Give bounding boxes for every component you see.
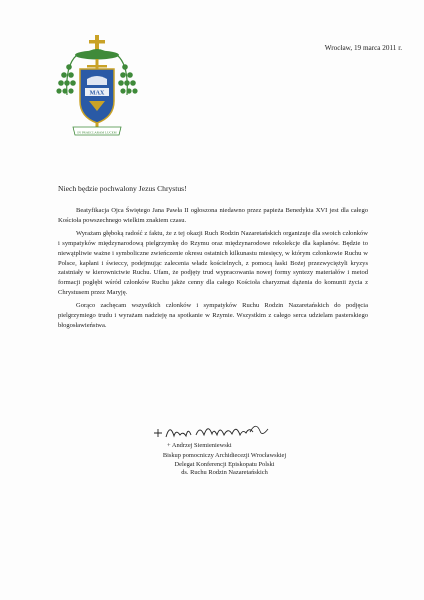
signer-title-1: Biskup pomocniczy Archidiecezji Wrocławskiej <box>162 452 287 459</box>
letter-date: Wrocław, 19 marca 2011 r. <box>324 44 402 52</box>
handwritten-signature <box>150 419 290 443</box>
signer-title-3: ds. Ruchu Rodzin Nazaretańskich <box>181 469 268 477</box>
signer-name: + Andrzej Siemieniewski <box>167 442 232 449</box>
svg-text:MAX: MAX <box>89 89 105 97</box>
paragraph-2: Wyrażam głęboką radość z faktu, że z tej okazji Ruch Rodzin Nazaretańskich organizuje dla swoich członków i sympatyków międzynarodową pielgrzymkę do Rzymu oraz międzynarodowe rekolekcje dla kapłanów. Będzie to niewątpliwie ważne i symboliczne zwieńczenie okresu ostatnich kilkunastu miesięcy, w którym członkowie Ruchu w Polsce, kapłani i świeccy, podejmując zalecenia władz kościelnych, z pomocą łaski Bożej przezwyciężyli kryzys zaistniały w kierownictwie Ruchu. Ufam, że podjęty trud wypracowania nowej formy syntezy materiałów i metod formacji pogłębi wśród członków Ruchu jakże cenny dla całego Kościoła charyzmat dążenia do komunii życia z Chrystusem przez Maryję. <box>58 230 368 296</box>
svg-text:IN PRAECLARAM LUCEM: IN PRAECLARAM LUCEM <box>77 130 117 135</box>
greeting: Niech będzie pochwalony Jezus Chrystus! <box>58 184 187 193</box>
signer-title-2: Delegat Konferencji Episkopatu Polski <box>174 460 275 468</box>
signer-titles <box>142 452 307 478</box>
paragraph-1: Beatyfikacja Ojca Świętego Jana Pawła II ogłoszona niedawno przez papieża Benedykta XVI jest dla całego Kościoła powszechnego wielkim znakiem czasu. <box>58 207 368 224</box>
paragraph-3: Gorąco zachęcam wszystkich członków i sympatyków Ruchu Rodzin Nazaretańskich do podjęcia pielgrzymiego trudu i wyrażam nadzieję na spotkanie w Rzymie. Wszystkim z całego serca udzielam pasterskiego błogosławieństwa. <box>58 302 368 329</box>
episcopal-coat-of-arms-icon <box>53 35 141 143</box>
letter-body <box>58 206 368 334</box>
